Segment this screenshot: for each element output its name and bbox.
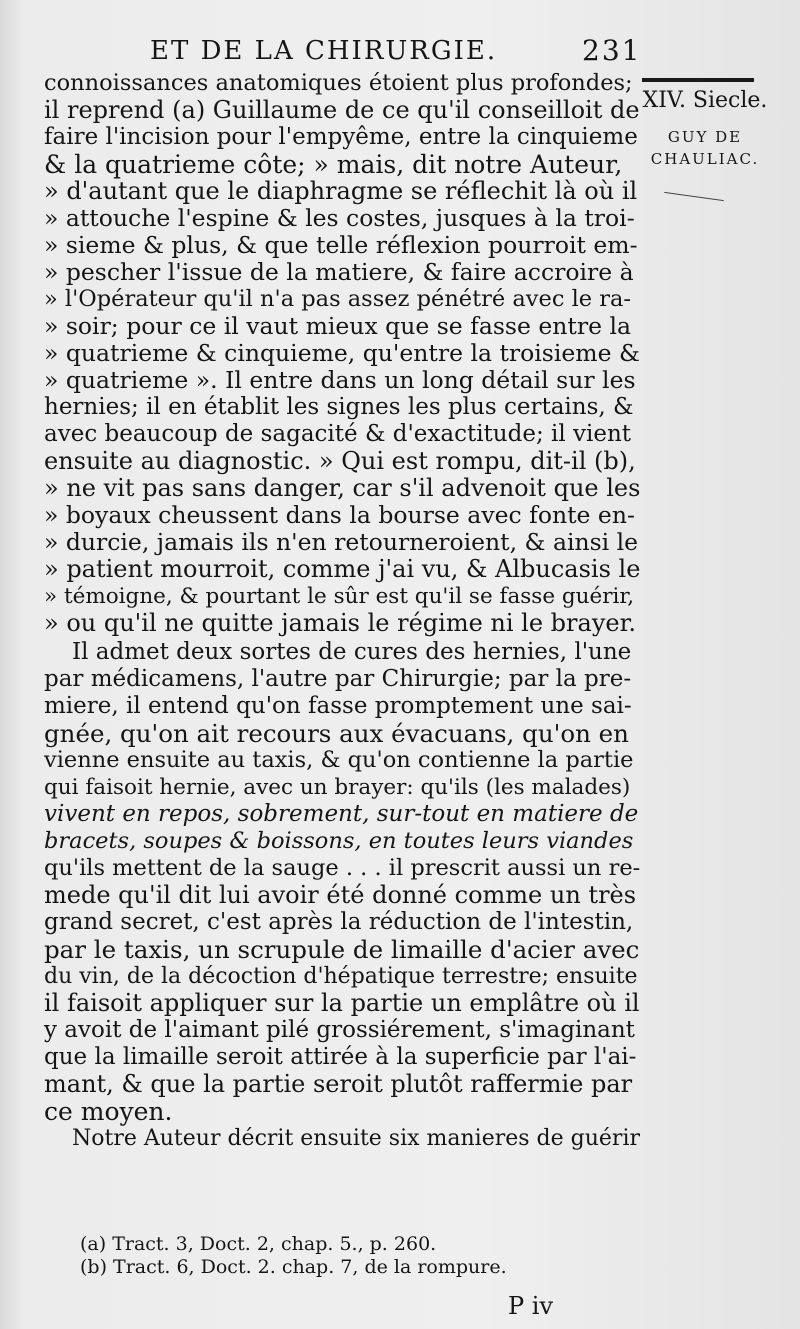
signature-mark: P iv [508, 1292, 554, 1320]
margin-name-line1: GUY DE [667, 128, 743, 146]
text-line: mant, & que la partie seroit plutôt raffermie par [44, 1070, 633, 1098]
margin-century: XIV. Siecle. [642, 88, 768, 113]
margin-name-line2: CHAULIAC. [650, 150, 760, 168]
text-line: vivent en repos, sobrement, sur-tout en matiere de [44, 801, 639, 827]
running-header [150, 30, 650, 70]
text-line: » ou qu'il ne quitte jamais le régime ni le brayer. [44, 609, 637, 637]
text-line: » quatrieme ». Il entre dans un long détail sur les [44, 366, 636, 394]
main-text [44, 70, 640, 1152]
text-line: ensuite au diagnostic. » Qui est rompu, dit-il (b), [44, 447, 636, 475]
text-line: gnée, qu'on ait recours aux évacuans, qu'on en [44, 719, 629, 748]
text-line: hernies; il en établit les signes les plus certains, & [44, 394, 634, 420]
margin-stroke [664, 192, 724, 201]
text-line: » témoigne, & pourtant le sûr est qu'il se fasse guérir, [44, 584, 635, 609]
text-line: ce moyen. [44, 1097, 173, 1126]
text-line: vienne ensuite au taxis, & qu'on contienne la partie [44, 747, 634, 773]
text-line: » attouche l'espine & les costes, jusques à la troi- [44, 204, 635, 232]
header-title: ET DE LA CHIRURGIE. [150, 36, 498, 66]
text-line: qu'ils mettent de la sauge . . . il prescrit aussi un re- [44, 855, 641, 881]
text-line: par le taxis, un scrupule de limaille d'acier avec [44, 935, 640, 964]
text-line: & la quatrieme côte; » mais, dit notre Auteur, [44, 150, 623, 179]
text-line: qui faisoit hernie, avec un brayer: qu'ils (les malades) [44, 775, 631, 800]
text-line: » soir; pour ce il vaut mieux que se fasse entre la [44, 312, 631, 340]
text-line: » l'Opérateur qu'il n'a pas assez pénétré avec le ra- [44, 286, 632, 312]
margin-note [640, 88, 770, 170]
text-line: Notre Auteur décrit ensuite six manieres de guérir [72, 1126, 640, 1151]
text-line: faire l'incision pour l'empyême, entre la cinquieme [44, 124, 638, 150]
text-line: grand secret, c'est après la réduction de l'intestin, [44, 909, 634, 935]
text-line: » sieme & plus, & que telle réflexion pourroit em- [44, 231, 638, 259]
text-line: avec beaucoup de sagacité & d'exactitude; il vient [44, 421, 632, 447]
text-line: » ne vit pas sans danger, car s'il advenoit que les [44, 474, 641, 502]
text-line: bracets, soupes & boissons, en toutes leurs viandes [44, 828, 634, 854]
text-line: il faisoit appliquer sur la partie un emplâtre où il [44, 989, 640, 1017]
text-line: » patient mourroit, comme j'ai vu, & Albucasis le [44, 555, 641, 583]
text-line: » d'autant que le diaphragme se réflechit là où il [44, 177, 638, 205]
footnote-a: (a) Tract. 3, Doct. 2, chap. 5., p. 260. [80, 1233, 437, 1255]
text-line: y avoit de l'aimant pilé grossiérement, s'imaginant [44, 1017, 635, 1043]
text-line: par médicamens, l'autre par Chirurgie; par la pre- [44, 666, 632, 692]
paragraph-1 [44, 70, 640, 637]
text-line: » pescher l'issue de la matiere, & faire accroire à [44, 258, 634, 286]
paragraph-2 [44, 639, 640, 1125]
margin-rule [642, 78, 754, 82]
page-number: 231 [582, 34, 642, 67]
text-line: » quatrieme & cinquieme, qu'entre la troisieme & [44, 339, 640, 367]
text-line: » durcie, jamais ils n'en retourneroient, & ainsi le [44, 528, 639, 556]
text-line: miere, il entend qu'on fasse promptement une sai- [44, 693, 632, 719]
text-line: il reprend (a) Guillaume de ce qu'il conseilloit de [44, 96, 640, 124]
text-line: que la limaille seroit attirée à la superficie par l'ai- [44, 1044, 637, 1070]
footnotes [80, 1233, 600, 1279]
text-line: Il admet deux sortes de cures des hernies, l'une [72, 639, 632, 665]
text-line: du vin, de la décoction d'hépatique terrestre; ensuite [44, 964, 638, 989]
footnote-b: (b) Tract. 6, Doct. 2. chap. 7, de la rompure. [80, 1256, 507, 1278]
paragraph-3 [44, 1125, 640, 1152]
text-line: » boyaux cheussent dans la bourse avec fonte en- [44, 501, 635, 529]
text-line: mede qu'il dit lui avoir été donné comme un très [44, 881, 637, 909]
text-line: connoissances anatomiques étoient plus profondes; [44, 70, 633, 96]
